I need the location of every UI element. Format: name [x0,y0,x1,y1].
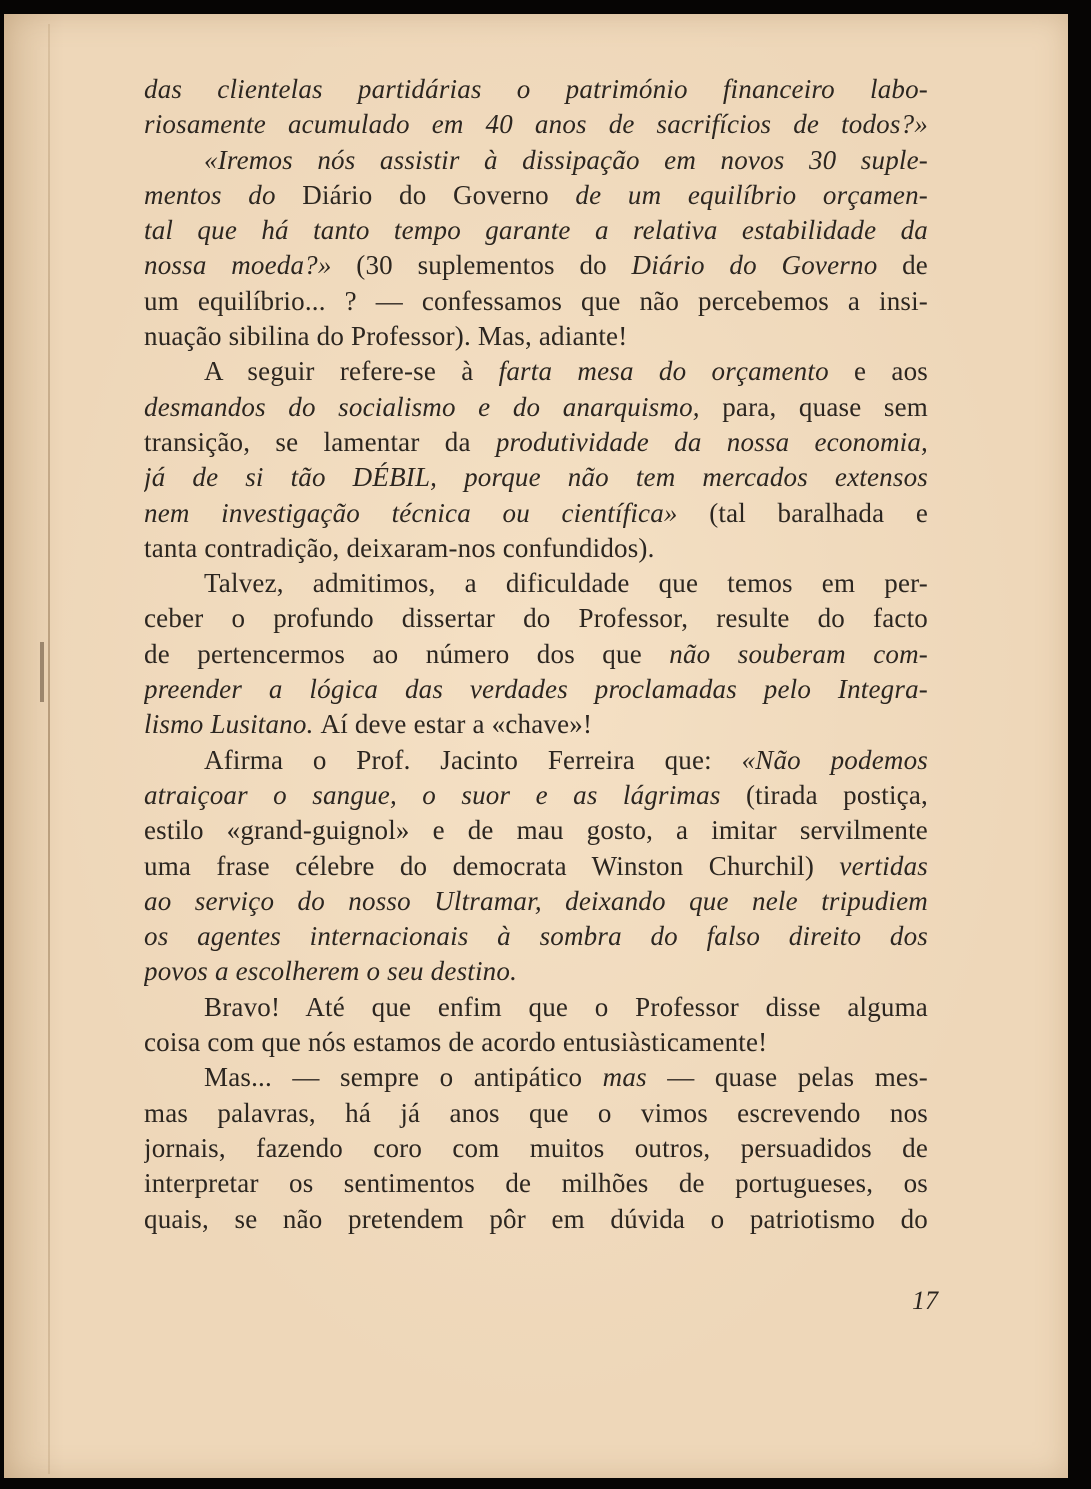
italic-text-segment: tal que há tanto tempo garante a relativa estabilidade da [144,215,928,246]
italic-text-segment: produtividade da nossa economia, [495,426,928,457]
text-segment: Afirma o Prof. Jacinto Ferreira que: [204,744,742,775]
text-segment: uma frase célebre do democrata Winston Churchil) [144,850,840,881]
text-segment: quais, se não pretendem pôr em dúvida o patriotismo do [144,1203,928,1234]
text-line [144,990,928,1025]
body-text [144,72,928,1237]
text-segment: um equilíbrio... ? — confessamos que não percebemos a insi- [144,285,928,316]
text-segment: Aí deve estar a «chave»! [320,709,593,740]
text-segment: tanta contradição, deixaram-nos confundidos). [144,532,655,563]
text-line [144,1096,928,1131]
text-segment: mas palavras, há já anos que o vimos escrevendo nos [144,1097,928,1128]
text-line [144,496,928,531]
text-segment: ceber o profundo dissertar do Professor, resulte do facto [144,603,928,634]
text-segment: de [902,250,928,281]
text-line [144,460,928,495]
italic-text-segment: nem investigação técnica ou científica» [144,497,710,528]
text-segment: Talvez, admitimos, a dificuldade que temos em per- [204,568,928,599]
text-line [144,319,928,354]
italic-text-segment: riosamente acumulado em 40 anos de sacrifícios de todos?» [144,109,928,140]
italic-text-segment: os agentes internacionais à sombra do falso direito dos [144,921,928,952]
text-line [144,72,928,107]
italic-text-segment: atraiçoar o sangue, o suor e as lágrimas [144,779,746,810]
text-line [144,672,928,707]
text-line [144,354,928,389]
italic-text-segment: de um equilíbrio orçamen- [575,179,928,210]
text-line [144,425,928,460]
text-segment: Bravo! Até que enfim que o Professor disse alguma [204,991,928,1022]
text-segment: A seguir refere-se à [204,356,499,387]
text-line [144,1131,928,1166]
text-line [144,143,928,178]
italic-text-segment: desmandos do socialismo e do anarquismo, [144,391,723,422]
text-line [144,1166,928,1201]
text-segment: e aos [854,356,928,387]
text-line [144,813,928,848]
text-line [144,213,928,248]
text-segment: (tirada postiça, [745,779,928,810]
italic-text-segment: preender a lógica das verdades proclamadas pelo Integra- [144,674,928,705]
text-line [144,637,928,672]
text-line [144,707,928,742]
text-segment: transição, se lamentar da [144,426,496,457]
text-segment: para, quase sem [722,391,928,422]
italic-text-segment: já de si tão DÉBIL, porque não tem mercados extensos [144,462,928,493]
text-line [144,1202,928,1237]
page-number: 17 [912,1286,938,1315]
text-segment: — quase pelas mes- [667,1062,928,1093]
italic-text-segment: povos a escolherem o seu destino. [144,956,518,987]
binding-mark [40,642,44,702]
text-line [144,1025,928,1060]
text-segment: de pertencermos ao número dos que [144,638,670,669]
text-line [144,107,928,142]
text-line [144,919,928,954]
text-segment: estilo «grand-guignol» e de mau gosto, a imitar servilmente [144,815,928,846]
text-line [144,601,928,636]
italic-text-segment: não souberam com- [669,638,928,669]
italic-text-segment: vertidas [839,850,928,881]
italic-text-segment: lismo Lusitano. [144,709,321,740]
text-line [144,1060,928,1095]
text-segment: interpretar os sentimentos de milhões de portugueses, os [144,1168,928,1199]
italic-text-segment: ao serviço do nosso Ultramar, deixando que nele tripudiem [144,885,928,916]
text-segment: (tal baralhada e [709,497,928,528]
text-line [144,743,928,778]
italic-text-segment: nossa moeda?» [144,250,357,281]
text-line [144,849,928,884]
text-line [144,390,928,425]
italic-text-segment: Diário do Governo [631,250,903,281]
italic-text-segment: «Não podemos [741,744,928,775]
text-line [144,884,928,919]
text-line [144,566,928,601]
text-line [144,531,928,566]
italic-text-segment: mas [602,1062,668,1093]
text-line [144,778,928,813]
text-segment: Diário do Governo [302,179,576,210]
italic-text-segment: farta mesa do orçamento [498,356,854,387]
text-line [144,248,928,283]
page-gutter-shadow [48,24,50,1474]
text-segment: nuação sibilina do Professor). Mas, adiante! [144,321,628,352]
text-segment: Mas... — sempre o antipático [204,1062,603,1093]
italic-text-segment: mentos do [144,179,303,210]
italic-text-segment: «Iremos nós assistir à dissipação em novos 30 suple- [204,144,928,175]
text-segment: (30 suplementos do [356,250,632,281]
text-line [144,178,928,213]
italic-text-segment: das clientelas partidárias o património financeiro labo- [144,74,928,104]
text-segment: jornais, fazendo coro com muitos outros, persuadidos de [144,1132,928,1163]
text-line [144,954,928,989]
text-line [144,284,928,319]
text-segment: coisa com que nós estamos de acordo entusiàsticamente! [144,1027,768,1058]
